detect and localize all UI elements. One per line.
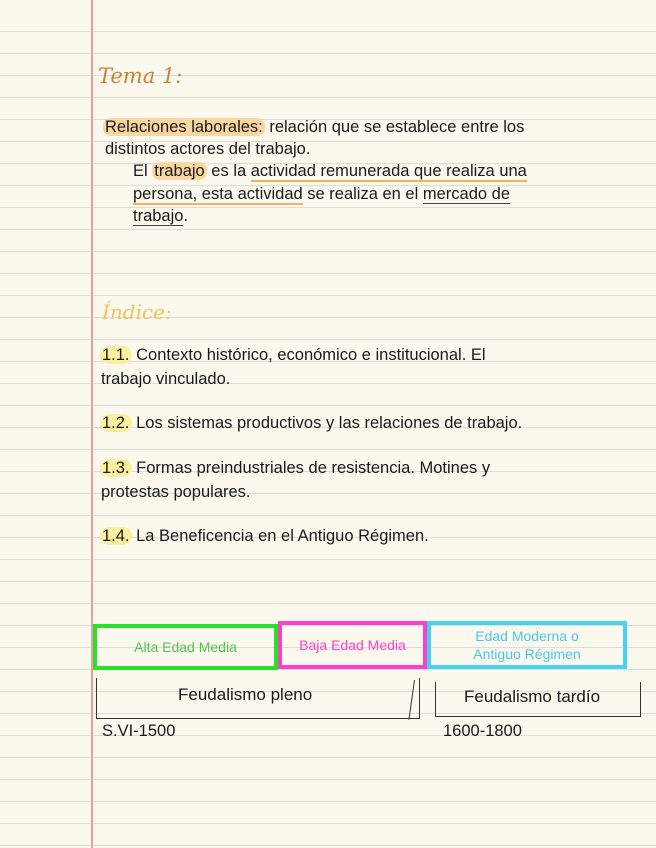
definition-line-3: trabajo.: [133, 207, 189, 225]
page-title: Tema 1:: [98, 64, 183, 88]
label-feudalismo-tardio: Feudalismo tardío: [464, 687, 601, 706]
indice-item-3-line-1: 1.3. Formas preindustriales de resistencia. Motines y: [102, 459, 491, 477]
definition-line-2: persona, esta actividad se realiza en el mercado de: [133, 185, 510, 203]
period-box-alta-edad-media: [93, 624, 278, 670]
indice-item-1-line-1: 1.1. Contexto histórico, económico e institucional. El: [102, 346, 486, 364]
underline-actividad: actividad remunerada que realiza una: [250, 162, 527, 180]
indice-item-4: 1.4. La Beneficencia en el Antiguo Régimen.: [102, 527, 429, 545]
underline-mercado: mercado de: [422, 185, 510, 203]
date-range-1: S.VI-1500: [102, 722, 176, 740]
period-label: Edad Moderna o Antiguo Régimen: [473, 628, 581, 662]
definition-line-1: El trabajo es la actividad remunerada que realiza una: [133, 162, 527, 180]
intro-line-2: distintos actores del trabajo.: [105, 140, 311, 158]
indice-item-2: 1.2. Los sistemas productivos y las relaciones de trabajo.: [102, 414, 523, 432]
period-label: Baja Edad Media: [299, 637, 406, 653]
period-label: Alta Edad Media: [134, 639, 237, 655]
intro-line-1: Relaciones laborales: relación que se establece entre los: [105, 118, 525, 136]
indice-item-1-line-2: trabajo vinculado.: [101, 370, 231, 388]
date-range-2: 1600-1800: [443, 722, 522, 740]
highlight-trabajo: trabajo: [154, 162, 205, 180]
label-feudalismo-pleno: Feudalismo pleno: [178, 685, 313, 704]
indice-item-3-line-2: protestas populares.: [101, 483, 251, 501]
period-box-baja-edad-media: [278, 621, 427, 669]
indice-number: 1.3.: [102, 459, 130, 477]
indice-number: 1.2.: [102, 414, 130, 432]
indice-number: 1.1.: [102, 346, 130, 364]
indice-title: Índice:: [102, 300, 172, 324]
period-box-edad-moderna: [427, 621, 627, 669]
margin-line: [91, 0, 93, 848]
underline-trabajo: trabajo: [133, 207, 184, 225]
indice-number: 1.4.: [102, 527, 130, 545]
underline-persona: persona, esta actividad: [133, 185, 303, 203]
term-relaciones-laborales: Relaciones laborales:: [105, 118, 263, 136]
